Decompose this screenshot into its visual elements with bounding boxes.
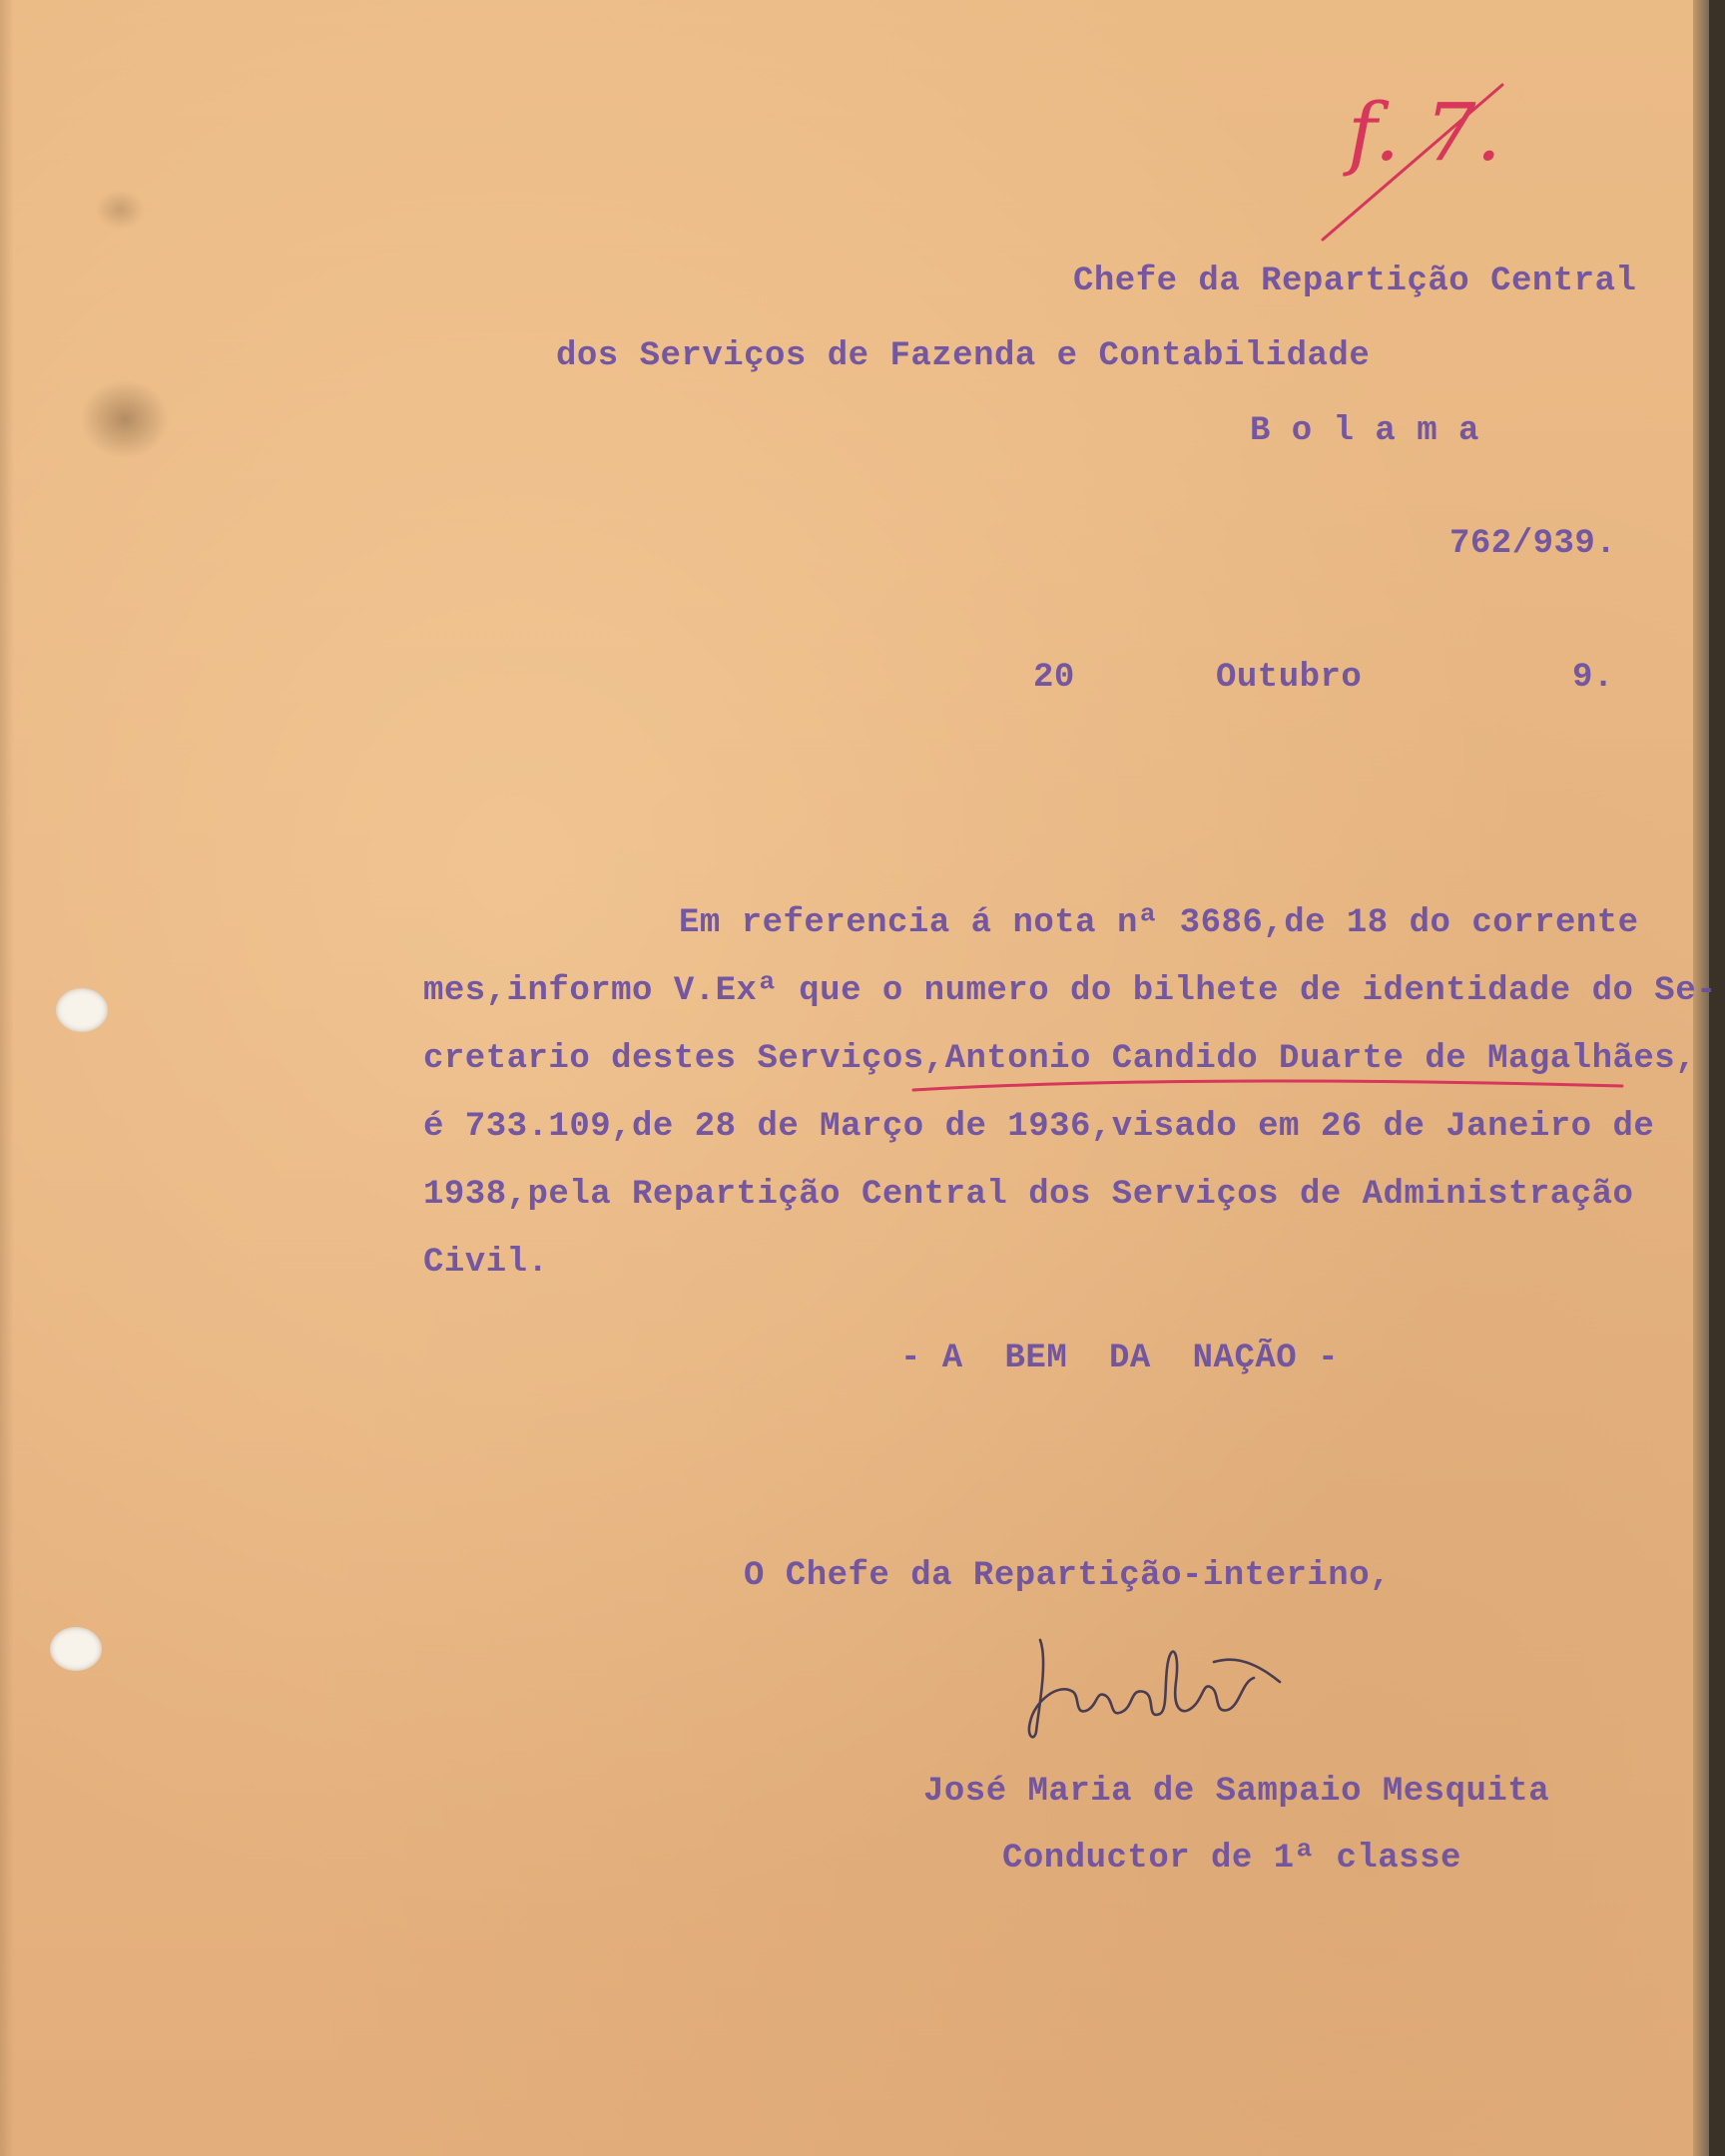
body-line: Civil.	[423, 1244, 549, 1282]
signatory-title: O Chefe da Repartição-interino,	[744, 1557, 1392, 1595]
name-underline	[908, 1072, 1627, 1102]
ink-stain	[80, 379, 170, 459]
date-month: Outubro	[1216, 659, 1363, 697]
punch-hole	[50, 1627, 102, 1671]
date-year: 9.	[1572, 659, 1614, 697]
punch-hole	[56, 988, 108, 1032]
address-city: B o l a m a	[1250, 412, 1479, 450]
closing-salutation: - A BEM DA NAÇÃO -	[900, 1340, 1339, 1377]
paper-right-edge	[1693, 0, 1709, 2156]
body-line: Em referencia á nota nª 3686,de 18 do corrente	[679, 904, 1639, 942]
body-line: é 733.109,de 28 de Março de 1936,visado em 26 de Janeiro de	[423, 1108, 1655, 1146]
address-line-2: dos Serviços de Fazenda e Contabilidade	[556, 337, 1371, 375]
date-day: 20	[1033, 659, 1075, 697]
signatory-rank: Conductor de 1ª classe	[1002, 1840, 1461, 1878]
reference-number: 762/939.	[1449, 525, 1617, 563]
body-line: cretario destes Serviços,Antonio Candido Duarte de Magalhães,	[423, 1040, 1697, 1078]
marginal-note: f. 7.	[1348, 86, 1501, 179]
ink-stain	[95, 190, 145, 230]
body-line: 1938,pela Repartição Central dos Serviços de Administração	[423, 1176, 1634, 1214]
paper-left-edge	[0, 0, 14, 2156]
red-pencil-mark	[1298, 30, 1537, 260]
address-line-1: Chefe da Repartição Central	[1073, 263, 1637, 300]
signatory-name: José Maria de Sampaio Mesquita	[923, 1773, 1550, 1811]
body-line: mes,informo V.Exª que o numero do bilhete de identidade do Se-	[423, 972, 1718, 1010]
handwritten-signature	[1018, 1622, 1298, 1752]
